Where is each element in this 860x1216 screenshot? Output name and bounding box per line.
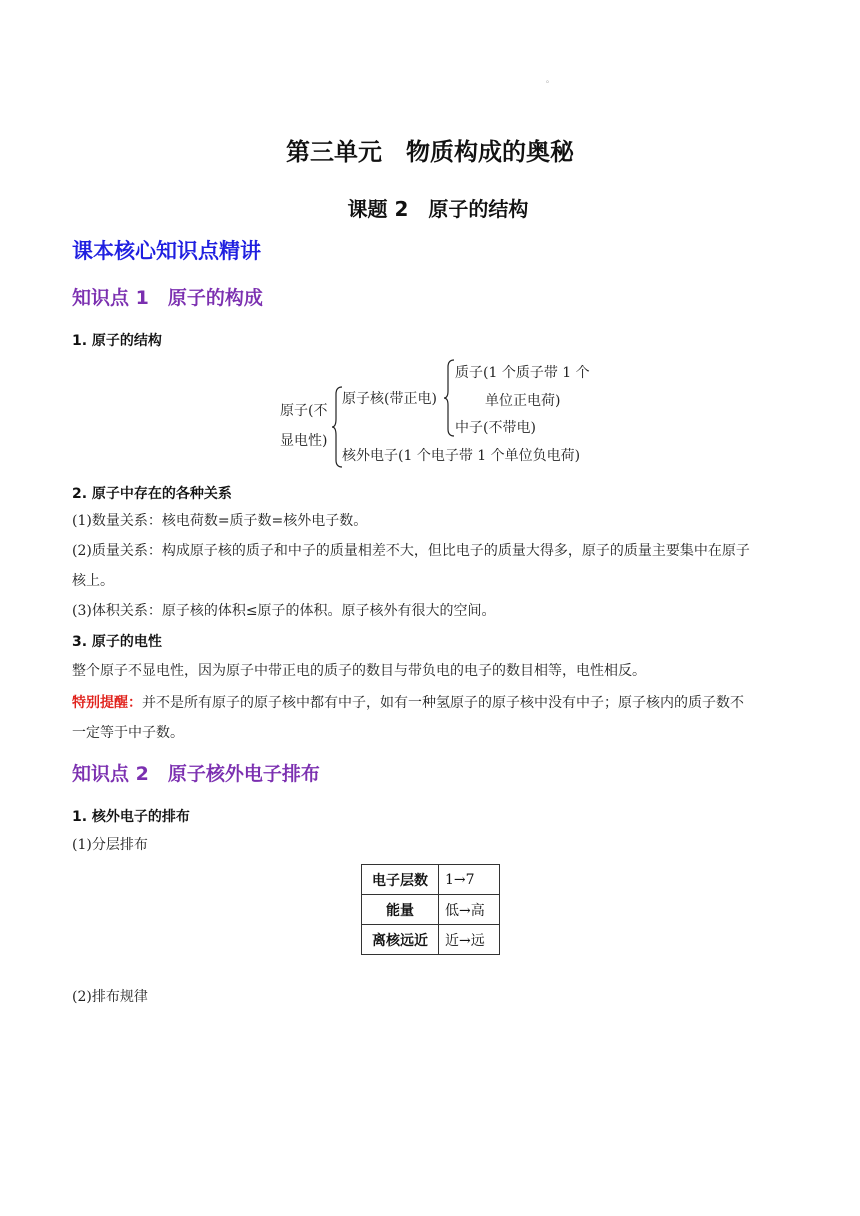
mass-relation-line1: (2)质量关系：构成原子核的质子和中子的质量相差不大，但比电子的质量大得多，原子的质量主要集中在原子	[72, 543, 750, 559]
special-note-line2: 一定等于中子数。	[72, 725, 184, 741]
neutron-label: 中子(不带电)	[455, 420, 536, 436]
table-cell: 1→7	[439, 865, 500, 895]
atom-structure-diagram	[280, 358, 610, 470]
table-row	[362, 925, 500, 955]
special-note-text: 并不是所有原子的原子核中都有中子，如有一种氢原子的原子核中没有中子；原子核内的质子数不	[142, 695, 744, 711]
arrangement-rules-label: (2)排布规律	[72, 989, 148, 1005]
electron-label: 核外电子(1 个电子带 1 个单位负电荷)	[342, 448, 581, 464]
atom-charge-text: 整个原子不显电性，因为原子中带正电的质子的数目与带负电的电子的数目相等，电性相反。	[72, 663, 646, 679]
special-note-line1	[72, 688, 807, 718]
relations-heading: 2. 原子中存在的各种关系	[72, 486, 232, 502]
table-cell: 离核远近	[362, 925, 439, 955]
electron-layer-table	[361, 864, 500, 955]
nucleus-label: 原子核(带正电)	[342, 391, 437, 407]
table-cell: 低→高	[439, 895, 500, 925]
lesson-title: 课题 2 原子的结构	[347, 197, 529, 221]
atom-charge-heading: 3. 原子的电性	[72, 634, 162, 650]
atom-structure-heading: 1. 原子的结构	[72, 333, 162, 349]
table-cell: 近→远	[439, 925, 500, 955]
atom-label-line1: 原子(不	[280, 403, 328, 419]
volume-relation: (3)体积关系：原子核的体积≤原子的体积。原子核外有很大的空间。	[72, 603, 496, 619]
knowledge-point-2-title: 知识点 2 原子核外电子排布	[72, 763, 320, 785]
layered-arrangement-label: (1)分层排布	[72, 837, 148, 853]
atom-label-line2: 显电性)	[280, 433, 328, 449]
table-cell: 电子层数	[362, 865, 439, 895]
section-heading: 课本核心知识点精讲	[72, 239, 261, 263]
mass-relation-line2: 核上。	[72, 573, 114, 589]
proton-label-line1: 质子(1 个质子带 1 个	[455, 365, 590, 381]
proton-label-line2: 单位正电荷)	[485, 393, 561, 409]
electron-arrangement-heading: 1. 核外电子的排布	[72, 809, 190, 825]
chapter-title: 第三单元 物质构成的奥秘	[286, 138, 574, 166]
special-note-label: 特别提醒：	[72, 695, 142, 711]
table-row	[362, 895, 500, 925]
knowledge-point-1-title: 知识点 1 原子的构成	[72, 287, 263, 309]
table-cell: 能量	[362, 895, 439, 925]
quantity-relation: (1)数量关系：核电荷数=质子数=核外电子数。	[72, 513, 368, 529]
table-row	[362, 865, 500, 895]
page-marker: 。	[546, 75, 554, 84]
